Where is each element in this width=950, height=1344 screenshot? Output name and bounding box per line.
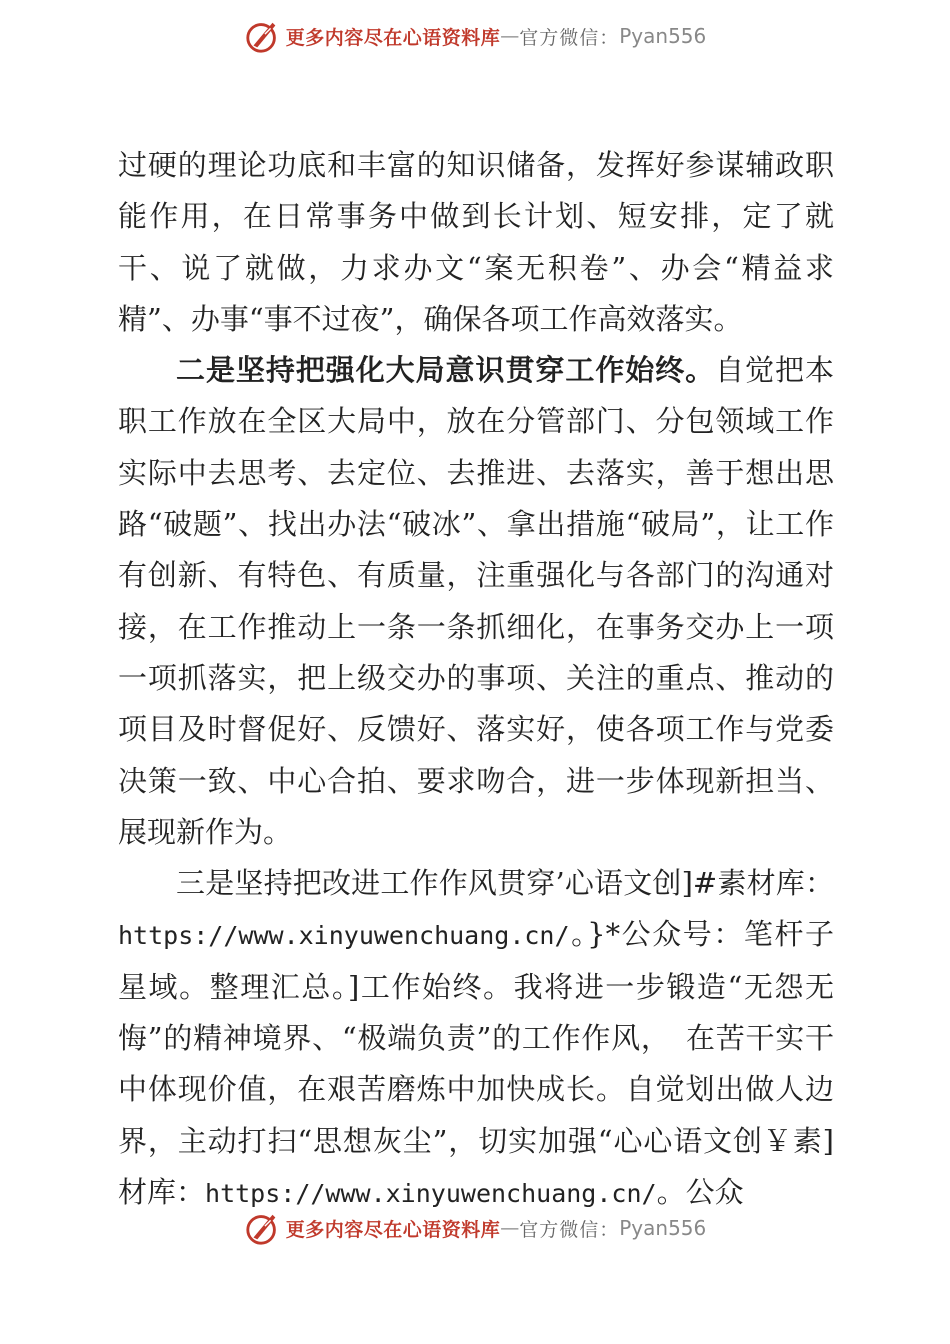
paragraph-3	[118, 858, 834, 1219]
paragraph-3-url-2: https://www.xinyuwenchuang.cn/	[205, 1178, 657, 1208]
paragraph-3-url-1: https://www.xinyuwenchuang.cn/	[118, 921, 570, 951]
quill-logo-icon	[244, 17, 282, 55]
watermark-dash: —	[500, 25, 520, 47]
document-body	[118, 140, 834, 1219]
paragraph-2	[118, 345, 834, 858]
watermark-wechat-label: 官方微信：	[519, 26, 620, 49]
header-watermark-banner	[0, 14, 950, 58]
quill-logo-icon	[244, 1209, 282, 1247]
paragraph-3-text-c: 。公众	[656, 1174, 744, 1209]
paragraph-2-lead: 二是坚持把强化大局意识贯穿工作始终。	[176, 353, 716, 388]
footer-watermark-banner	[0, 1206, 950, 1250]
paragraph-3-text-b: 。}*公众号：笔杆子星域。整理汇总。]工作始终。我将进一步锻造“无怨无悔”的精神境界、“极端负责”的工作作风， 在苦干实干中体现价值，在艰苦磨炼中加快成长。自觉划出做人边界，主动打扫“思想灰尘”，切实加强“心心语文创￥素]材库：	[118, 917, 834, 1209]
paragraph-2-text: 自觉把本职工作放在全区大局中，放在分管部门、分包领域工作实际中去思考、去定位、去推进、去落实，善于想出思路“破题”、找出办法“破冰”、拿出措施“破局”，让工作有创新、有特色、有质量，注重强化与各部门的沟通对接，在工作推动上一条一条抓细化，在事务交办上一项一项抓落实，把上级交办的事项、关注的重点、推动的项目及时督促好、反馈好、落实好，使各项工作与党委决策一致、中心合拍、要求吻合，进一步体现新担当、展现新作为。	[118, 353, 834, 849]
paragraph-1: 过硬的理论功底和丰富的知识储备，发挥好参谋辅政职能作用，在日常事务中做到长计划、短安排，定了就干、说了就做，力求办文“案无积卷”、办会“精益求精”、办事“事不过夜”，确保各项工作高效落实。	[118, 148, 834, 336]
watermark-wechat-id: Pyan556	[619, 24, 707, 48]
watermark-main-text: 更多内容尽在心语资料库	[285, 1218, 501, 1241]
watermark-main-text: 更多内容尽在心语资料库	[285, 26, 501, 49]
paragraph-3-text-a: 三是坚持把改进工作作风贯穿’心语文创]#素材库：	[176, 866, 834, 901]
watermark-dash: —	[500, 1217, 520, 1239]
watermark-wechat-id: Pyan556	[619, 1216, 707, 1240]
watermark-wechat-label: 官方微信：	[519, 1218, 620, 1241]
